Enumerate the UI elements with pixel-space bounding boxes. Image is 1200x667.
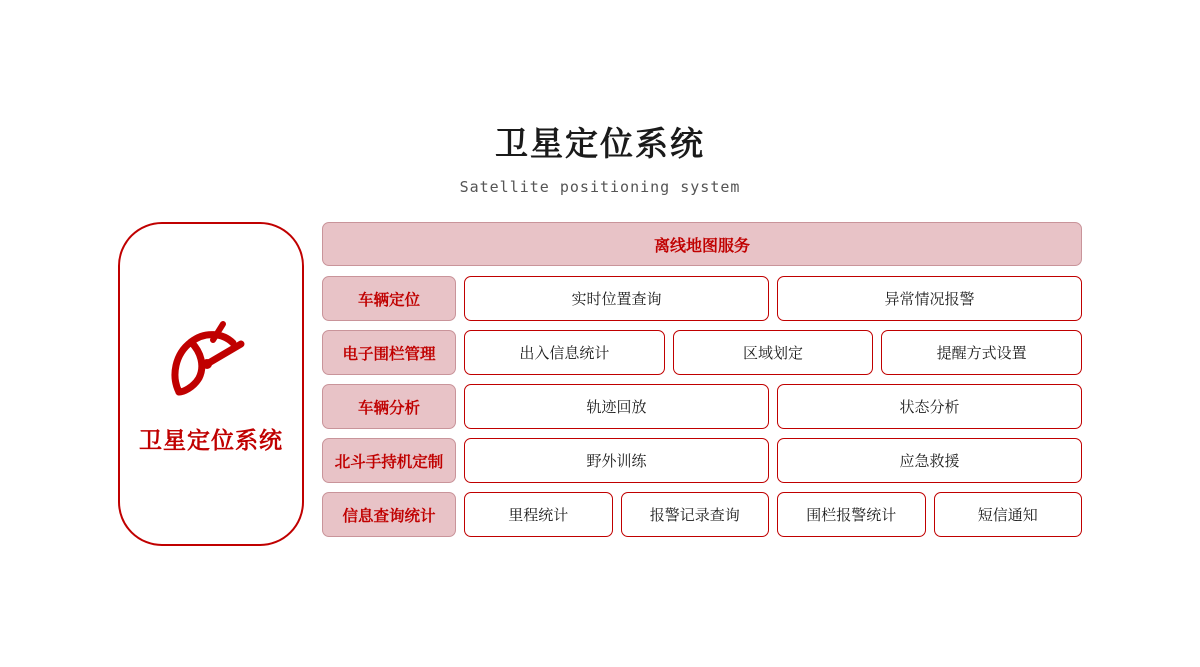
feature-row xyxy=(322,330,1082,375)
feature-field-training[interactable]: 野外训练 xyxy=(464,438,769,483)
feature-area-definition[interactable]: 区域划定 xyxy=(673,330,874,375)
offline-map-service-banner[interactable]: 离线地图服务 xyxy=(322,222,1082,266)
system-logo-label: 卫星定位系统 xyxy=(139,426,283,453)
category-vehicle-positioning[interactable]: 车辆定位 xyxy=(322,276,456,321)
feature-row xyxy=(322,384,1082,429)
feature-track-playback[interactable]: 轨迹回放 xyxy=(464,384,769,429)
feature-abnormal-alarm[interactable]: 异常情况报警 xyxy=(777,276,1082,321)
feature-emergency-rescue[interactable]: 应急救援 xyxy=(777,438,1082,483)
feature-row xyxy=(322,276,1082,321)
category-information-query-statistics[interactable]: 信息查询统计 xyxy=(322,492,456,537)
feature-reminder-settings[interactable]: 提醒方式设置 xyxy=(881,330,1082,375)
category-vehicle-analysis[interactable]: 车辆分析 xyxy=(322,384,456,429)
feature-mileage-statistics[interactable]: 里程统计 xyxy=(464,492,613,537)
page-title: 卫星定位系统 xyxy=(495,125,705,162)
system-logo-card xyxy=(118,222,304,546)
satellite-dish-icon xyxy=(161,314,261,404)
feature-status-analysis[interactable]: 状态分析 xyxy=(777,384,1082,429)
page-subtitle: Satellite positioning system xyxy=(459,178,741,196)
feature-grid xyxy=(322,222,1082,546)
feature-entry-exit-statistics[interactable]: 出入信息统计 xyxy=(464,330,665,375)
feature-row xyxy=(322,438,1082,483)
feature-alarm-record-query[interactable]: 报警记录查询 xyxy=(621,492,770,537)
feature-fence-alarm-statistics[interactable]: 围栏报警统计 xyxy=(777,492,926,537)
feature-row xyxy=(322,492,1082,537)
feature-realtime-location-query[interactable]: 实时位置查询 xyxy=(464,276,769,321)
category-geofence-management[interactable]: 电子围栏管理 xyxy=(322,330,456,375)
feature-sms-notification[interactable]: 短信通知 xyxy=(934,492,1083,537)
banner-row xyxy=(322,222,1082,266)
category-beidou-handheld-customization[interactable]: 北斗手持机定制 xyxy=(322,438,456,483)
